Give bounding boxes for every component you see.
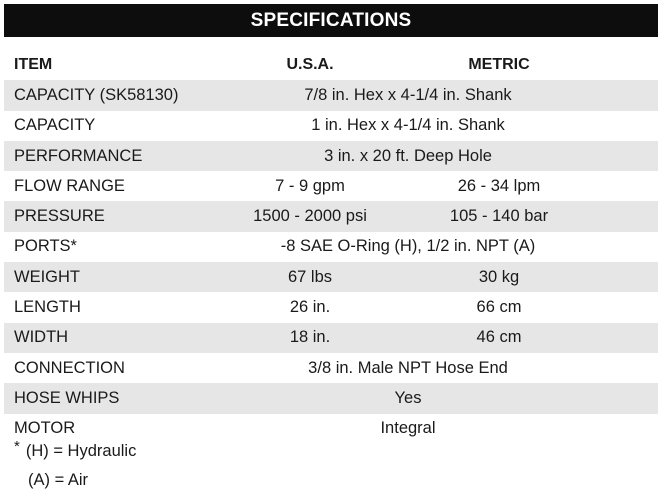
footnote-asterisk: * <box>14 438 20 455</box>
footnote-hydraulic <box>14 438 137 461</box>
specifications-title: SPECIFICATIONS <box>4 4 658 37</box>
row-item: FLOW RANGE <box>14 176 125 195</box>
table-row <box>4 353 658 383</box>
specifications-table <box>4 50 658 444</box>
row-value: 7/8 in. Hex x 4-1/4 in. Shank <box>304 85 512 104</box>
row-item: LENGTH <box>14 298 81 317</box>
row-value: -8 SAE O-Ring (H), 1/2 in. NPT (A) <box>280 237 536 256</box>
row-value: Integral <box>380 419 436 438</box>
row-usa-value: 7 - 9 gpm <box>275 176 345 195</box>
row-item: HOSE WHIPS <box>14 388 120 407</box>
row-value: 3/8 in. Male NPT Hose End <box>308 358 508 377</box>
table-row <box>4 80 658 110</box>
row-value: 1 in. Hex x 4-1/4 in. Shank <box>311 116 505 135</box>
row-item: MOTOR <box>14 419 76 438</box>
table-header-row <box>4 50 658 80</box>
row-item: WIDTH <box>14 328 69 347</box>
row-item: CAPACITY <box>14 116 96 135</box>
row-usa-value: 26 in. <box>289 298 331 317</box>
row-item: PORTS* <box>14 237 77 256</box>
table-row <box>4 414 658 444</box>
table-row <box>4 323 658 353</box>
footnote-hydraulic-text: (H) = Hydraulic <box>25 442 137 460</box>
table-row <box>4 262 658 292</box>
row-metric-value: 66 cm <box>476 298 522 317</box>
row-value: 3 in. x 20 ft. Deep Hole <box>324 146 492 165</box>
table-row <box>4 171 658 201</box>
footnote-air-text: (A) = Air <box>28 471 89 489</box>
row-item: PRESSURE <box>14 207 105 226</box>
table-row <box>4 292 658 322</box>
row-item: WEIGHT <box>14 267 80 286</box>
table-row <box>4 232 658 262</box>
row-metric-value: 46 cm <box>476 328 522 347</box>
row-item: PERFORMANCE <box>14 146 143 165</box>
table-row <box>4 141 658 171</box>
row-usa-value: 67 lbs <box>287 267 333 286</box>
row-usa-value: 18 in. <box>289 328 331 347</box>
row-value: Yes <box>394 388 422 407</box>
footnote-air <box>28 471 88 490</box>
row-metric-value: 30 kg <box>478 267 520 286</box>
row-usa-value: 1500 - 2000 psi <box>253 207 367 226</box>
header-usa: U.S.A. <box>286 56 334 74</box>
table-row <box>4 383 658 413</box>
header-item: ITEM <box>14 56 53 74</box>
row-item: CAPACITY (SK58130) <box>14 85 179 104</box>
header-metric: METRIC <box>468 56 530 74</box>
table-row <box>4 111 658 141</box>
row-item: CONNECTION <box>14 358 125 377</box>
table-row <box>4 201 658 231</box>
row-metric-value: 105 - 140 bar <box>449 207 549 226</box>
row-metric-value: 26 - 34 lpm <box>457 176 541 195</box>
